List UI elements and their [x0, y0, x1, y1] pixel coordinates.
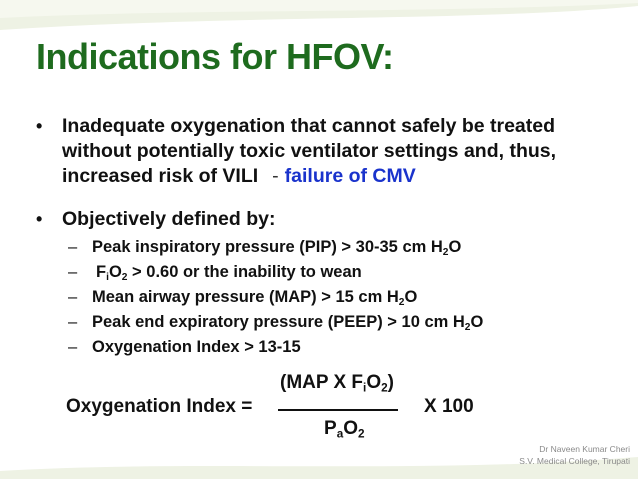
- formula-numerator: (MAP X $F_iO_2$): [280, 372, 394, 395]
- credit-institution: S.V. Medical College, Tirupati: [519, 456, 630, 466]
- formula-multiplier: X 100: [424, 396, 474, 417]
- dash-icon: –: [68, 263, 78, 281]
- dash-icon: –: [68, 338, 78, 356]
- bullet1-line3: [62, 164, 556, 189]
- bullet-inadequate-oxygenation: [36, 114, 556, 189]
- failure-of-cmv-text: failure of CMV: [284, 165, 416, 187]
- oxygenation-index-formula: [66, 372, 506, 452]
- bullet-dot-icon: •: [36, 116, 43, 136]
- bullet-objectively-defined: [36, 207, 275, 232]
- slide-title: Indications for HFOV:: [36, 36, 394, 77]
- author-credit: [519, 443, 630, 467]
- bullet2-text: Objectively defined by:: [62, 208, 276, 230]
- bullet1-dash: -: [272, 165, 279, 187]
- bullet1-line2: without potentially toxic ventilator settings and, thus,: [62, 140, 557, 162]
- dash-icon: –: [68, 313, 78, 331]
- slide: Indications for HFOV: • Inadequate oxygenation that cannot safely be treated without potentially toxic ventilator settings and, thus, increased risk of VILI - failure of CMV • Objectively defined by: – Peak inspiratory pressure (PIP) > 30-35 cm $H_2O$ – $F_iO_2 > 0.60$ or the inability to wean – Mean airway pressure (MAP) > 15 cm $H_2O$ – Peak end expiratory pressure (PEEP) > 10 cm $H_2O$ – Oxygenation Index > 13-15 Oxygenation Index = (MAP X $F_iO_2$) $P_aO_2$ X 100 Dr Naveen Kumar Cheri S.V. Medical College, Tirupati: [0, 0, 638, 479]
- formula-lhs: Oxygenation Index =: [66, 396, 253, 417]
- dash-icon: –: [68, 288, 78, 306]
- bullet1-line3-text: increased risk of VILI: [62, 165, 259, 187]
- top-decorative-swoosh: [0, 0, 638, 40]
- fraction-bar: [278, 409, 398, 411]
- bullet1-line1: Inadequate oxygenation that cannot safely be treated: [62, 115, 556, 137]
- formula-denominator: $P_aO_2$: [324, 418, 365, 441]
- credit-author: Dr Naveen Kumar Cheri: [539, 444, 630, 454]
- bullet-dot-icon: •: [36, 209, 43, 229]
- dash-icon: –: [68, 238, 78, 256]
